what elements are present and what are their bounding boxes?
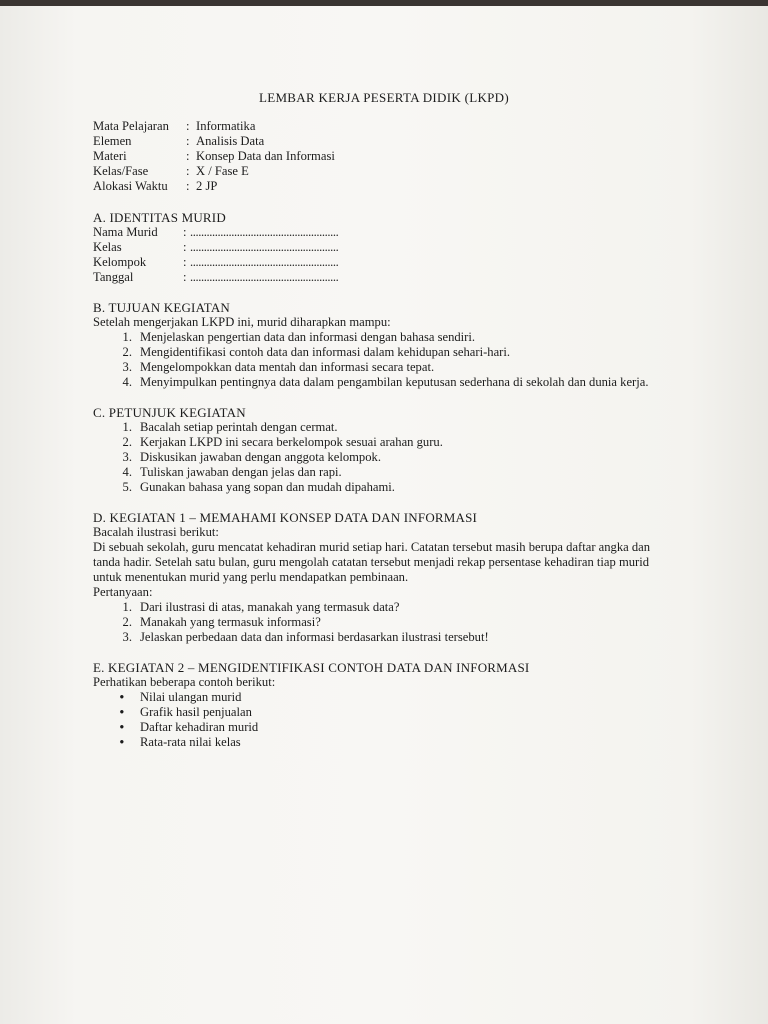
list-item: 2. Manakah yang termasuk informasi? [122, 615, 321, 629]
list-item: 4. Tuliskan jawaban dengan jelas dan rapi. [122, 465, 342, 479]
examples-list [93, 690, 663, 750]
meta-row: Materi : Konsep Data dan Informasi [93, 149, 335, 163]
meta-label: Kelas/Fase [93, 164, 149, 178]
fill-in-line[interactable]: ...................................................... [190, 240, 339, 254]
list-item: 3. Diskusikan jawaban dengan anggota kelompok. [122, 450, 381, 464]
bullet-icon: • [119, 705, 124, 719]
identity-row: Kelompok : ...................................................... [93, 255, 663, 270]
meta-label: Mata Pelajaran [93, 119, 169, 133]
list-item: 3. Mengelompokkan data mentah dan informasi secara tepat. [122, 360, 435, 374]
fill-in-line[interactable]: ...................................................... [190, 270, 339, 284]
meta-label: Materi [93, 149, 127, 163]
meta-value: Analisis Data [196, 134, 265, 148]
document-title: LEMBAR KERJA PESERTA DIDIK (LKPD) [258, 90, 510, 105]
list-item: 4. Menyimpulkan pentingnya data dalam pengambilan keputusan sederhana di sekolah dan dunia kerja. [122, 375, 649, 389]
meta-row: Mata Pelajaran : Informatika [93, 119, 256, 133]
list-item: • Nilai ulangan murid [93, 690, 663, 705]
document-body [93, 119, 663, 750]
meta-value: 2 JP [196, 179, 218, 193]
identity-row: Tanggal : ...................................................... [93, 270, 663, 285]
bullet-icon: • [119, 690, 124, 704]
list-item: 5. Gunakan bahasa yang sopan dan mudah dipahami. [122, 480, 395, 494]
section-a-heading: A. IDENTITAS MURID [93, 210, 226, 225]
section-e-heading: E. KEGIATAN 2 – MENGIDENTIFIKASI CONTOH DATA DAN INFORMASI [93, 660, 530, 675]
identity-fields [93, 225, 663, 285]
meta-row: Kelas/Fase : X / Fase E [93, 164, 249, 178]
bullet-icon: • [119, 735, 124, 749]
list-item: 2. Kerjakan LKPD ini secara berkelompok sesuai arahan guru. [122, 435, 443, 449]
list-item: 1. Menjelaskan pengertian data dan informasi dengan bahasa sendiri. [122, 330, 476, 344]
meta-value: Informatika [196, 119, 256, 133]
identity-label: Nama Murid [93, 225, 158, 239]
identity-label: Kelas [93, 240, 122, 254]
questions-label: Pertanyaan: [93, 585, 153, 599]
section-d-intro: Bacalah ilustrasi berikut: [93, 525, 219, 539]
document-page [0, 6, 768, 1024]
section-d-heading: D. KEGIATAN 1 – MEMAHAMI KONSEP DATA DAN INFORMASI [93, 510, 478, 525]
list-item: • Daftar kehadiran murid [93, 720, 663, 735]
fill-in-line[interactable]: ...................................................... [190, 225, 339, 239]
instructions-list [93, 420, 663, 495]
identity-row: Kelas : ...................................................... [93, 240, 663, 255]
list-item: 1. Dari ilustrasi di atas, manakah yang termasuk data? [122, 600, 400, 614]
section-b-intro: Setelah mengerjakan LKPD ini, murid diharapkan mampu: [93, 315, 391, 329]
meta-value: X / Fase E [196, 164, 249, 178]
section-c-heading: C. PETUNJUK KEGIATAN [93, 405, 246, 420]
identity-label: Kelompok [93, 255, 147, 269]
list-item: 3. Jelaskan perbedaan data dan informasi berdasarkan ilustrasi tersebut! [122, 630, 489, 644]
objectives-list [93, 330, 663, 390]
meta-label: Elemen [93, 134, 132, 148]
section-b-heading: B. TUJUAN KEGIATAN [93, 300, 231, 315]
fill-in-line[interactable]: ...................................................... [190, 255, 339, 269]
section-e-intro: Perhatikan beberapa contoh berikut: [93, 675, 276, 689]
list-item: 1. Bacalah setiap perintah dengan cermat. [122, 420, 338, 434]
identity-label: Tanggal [93, 270, 134, 284]
identity-row: Nama Murid : ...................................................... [93, 225, 663, 240]
questions-list [93, 600, 663, 645]
meta-label: Alokasi Waktu [93, 179, 168, 193]
meta-row: Elemen : Analisis Data [93, 134, 265, 148]
meta-row: Alokasi Waktu : 2 JP [93, 179, 218, 193]
list-item: 2. Mengidentifikasi contoh data dan informasi dalam kehidupan sehari-hari. [122, 345, 511, 359]
list-item: • Rata-rata nilai kelas [93, 735, 663, 750]
list-item: • Grafik hasil penjualan [93, 705, 663, 720]
meta-value: Konsep Data dan Informasi [196, 149, 335, 163]
meta-info [93, 119, 663, 194]
illustration-paragraph: Di sebuah sekolah, guru mencatat kehadiran murid setiap hari. Catatan tersebut masih berupa daftar angka dan tanda hadir. Setelah satu bulan, guru mengolah catatan tersebut menjadi rekap persentase kehadiran tiap murid untuk menentukan murid yang perlu mendapatkan pembinaan. [93, 540, 651, 584]
bullet-icon: • [119, 720, 124, 734]
